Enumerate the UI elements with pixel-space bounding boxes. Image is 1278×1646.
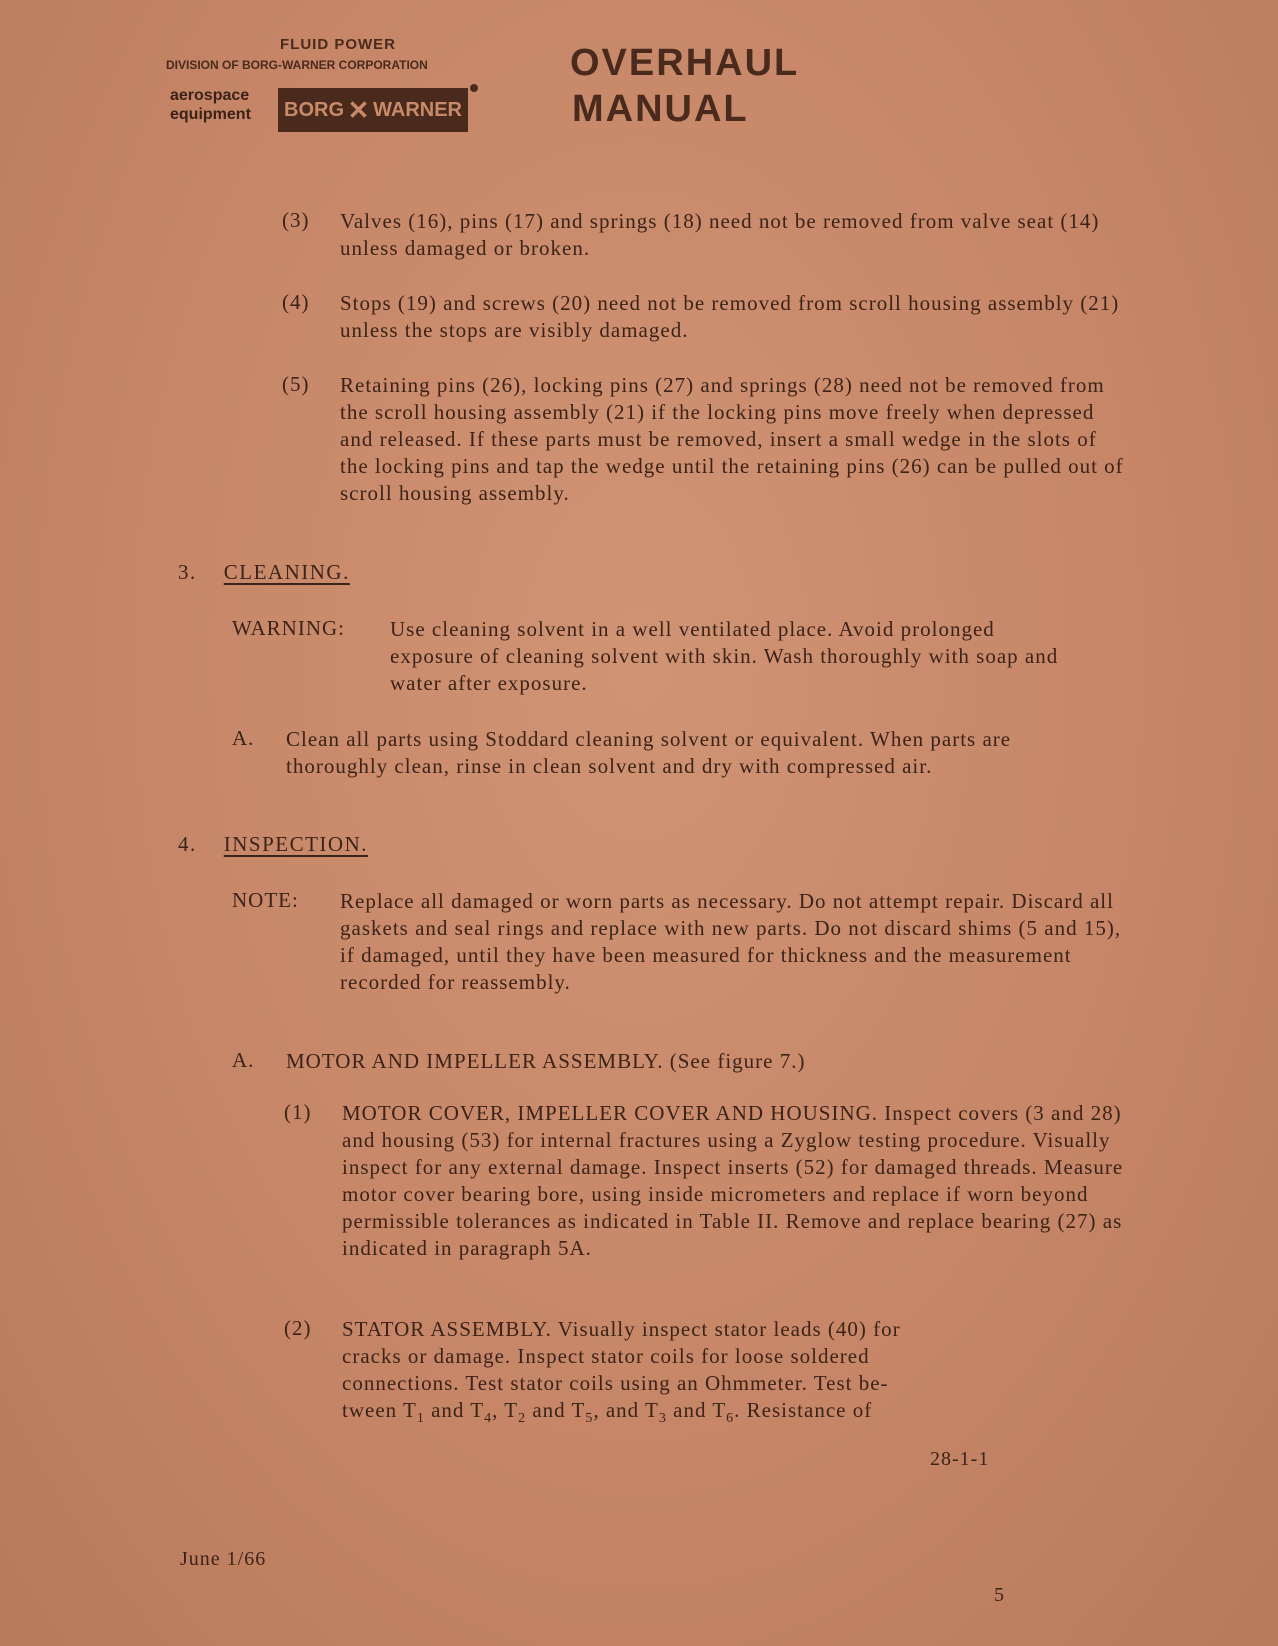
note-label: NOTE: [232,888,299,912]
cleaning-title: CLEANING. [223,560,350,584]
brand-x-icon: ✕ [347,94,370,125]
logo-aerospace-equipment: aerospace equipment [170,87,251,123]
logo-division: DIVISION OF BORG-WARNER CORPORATION [166,58,428,72]
brand-left: BORG [284,98,344,121]
warning-label: WARNING: [232,616,345,640]
inspection-title: INSPECTION. [223,832,369,856]
logo-fluid-power: FLUID POWER [280,36,396,53]
item-4-number: (4) [282,290,310,314]
company-logo [160,26,500,146]
cleaning-heading: 3. CLEANING. [178,560,350,584]
brand-right: WARNER [373,98,462,121]
item-3-text: Valves (16), pins (17) and springs (18) need not be removed from valve seat (14) unless damaged or broken. [340,209,1100,260]
sub2-number: (2) [284,1316,312,1340]
registered-dot-icon [470,84,478,92]
inspection-heading: 4. INSPECTION. [178,832,369,856]
item-5-number: (5) [282,372,310,396]
sub2-text: STATOR ASSEMBLY. Visually inspect stator leads (40) for cracks or damage. Inspect stator coils for loose soldered connections. Test stator coils using an Ohmmeter. Test be- tween $T_1$ and $T_4$, $T_2$ and $T_5$, and $T_3$ and $T_6$. Resistance of [342,1316,1132,1432]
cleaning-a-text: Clean all parts using Stoddard cleaning solvent or equivalent. When parts are thoroughly clean, rinse in clean solvent and dry with compressed air. [286,727,1012,778]
item-3-number: (3) [282,208,310,232]
borg-warner-mark [278,88,468,132]
sub2-terminals-line: tween $T_1$ and $T_4$, $T_2$ and $T_5$, and $T_3$ and $T_6$. Resistance of [342,1398,873,1427]
warning-text: Use cleaning solvent in a well ventilated place. Avoid prolonged exposure of cleaning solvent with skin. Wash thoroughly with soap and water after exposure. [390,617,1059,695]
inspection-a-text: MOTOR AND IMPELLER ASSEMBLY. (See figure 7.) [286,1049,806,1073]
item-5-text: Retaining pins (26), locking pins (27) and springs (28) need not be removed from the scroll housing assembly (21) if the locking pins move freely when depressed and released. If these parts must be removed, insert a small wedge in the slots of the locking pins and tap the wedge until the retaining pins (26) can be pulled out of scroll housing assembly. [340,373,1124,505]
note-text: Replace all damaged or worn parts as necessary. Do not attempt repair. Discard all gaskets and seal rings and replace with new parts. Do not discard shims (5 and 15), if damaged, until they have been measured for thickness and the measurement recorded for reassembly. [340,889,1122,994]
inspection-a-label: A. [232,1048,255,1072]
sub1-text: MOTOR COVER, IMPELLER COVER AND HOUSING. Inspect covers (3 and 28) and housing (53) for internal fractures using a Zyglow testing procedure. Visually inspect for any external damage. Inspect inserts (52) for damaged threads. Measure motor cover bearing bore, using inside micrometers and replace if worn beyond permissible tolerances as indicated in Table II. Remove and replace bearing (27) as indicated in paragraph 5A. [342,1101,1124,1260]
page-number: 5 [994,1584,1005,1606]
document-number: 28-1-1 [930,1448,990,1470]
item-4-text: Stops (19) and screws (20) need not be removed from scroll housing assembly (21) unless the stops are visibly damaged. [340,291,1120,342]
revision-date: June 1/66 [180,1548,267,1570]
cleaning-a-label: A. [232,726,255,750]
manual-title: OVERHAUL MANUAL [570,42,800,130]
sub1-number: (1) [284,1100,312,1124]
